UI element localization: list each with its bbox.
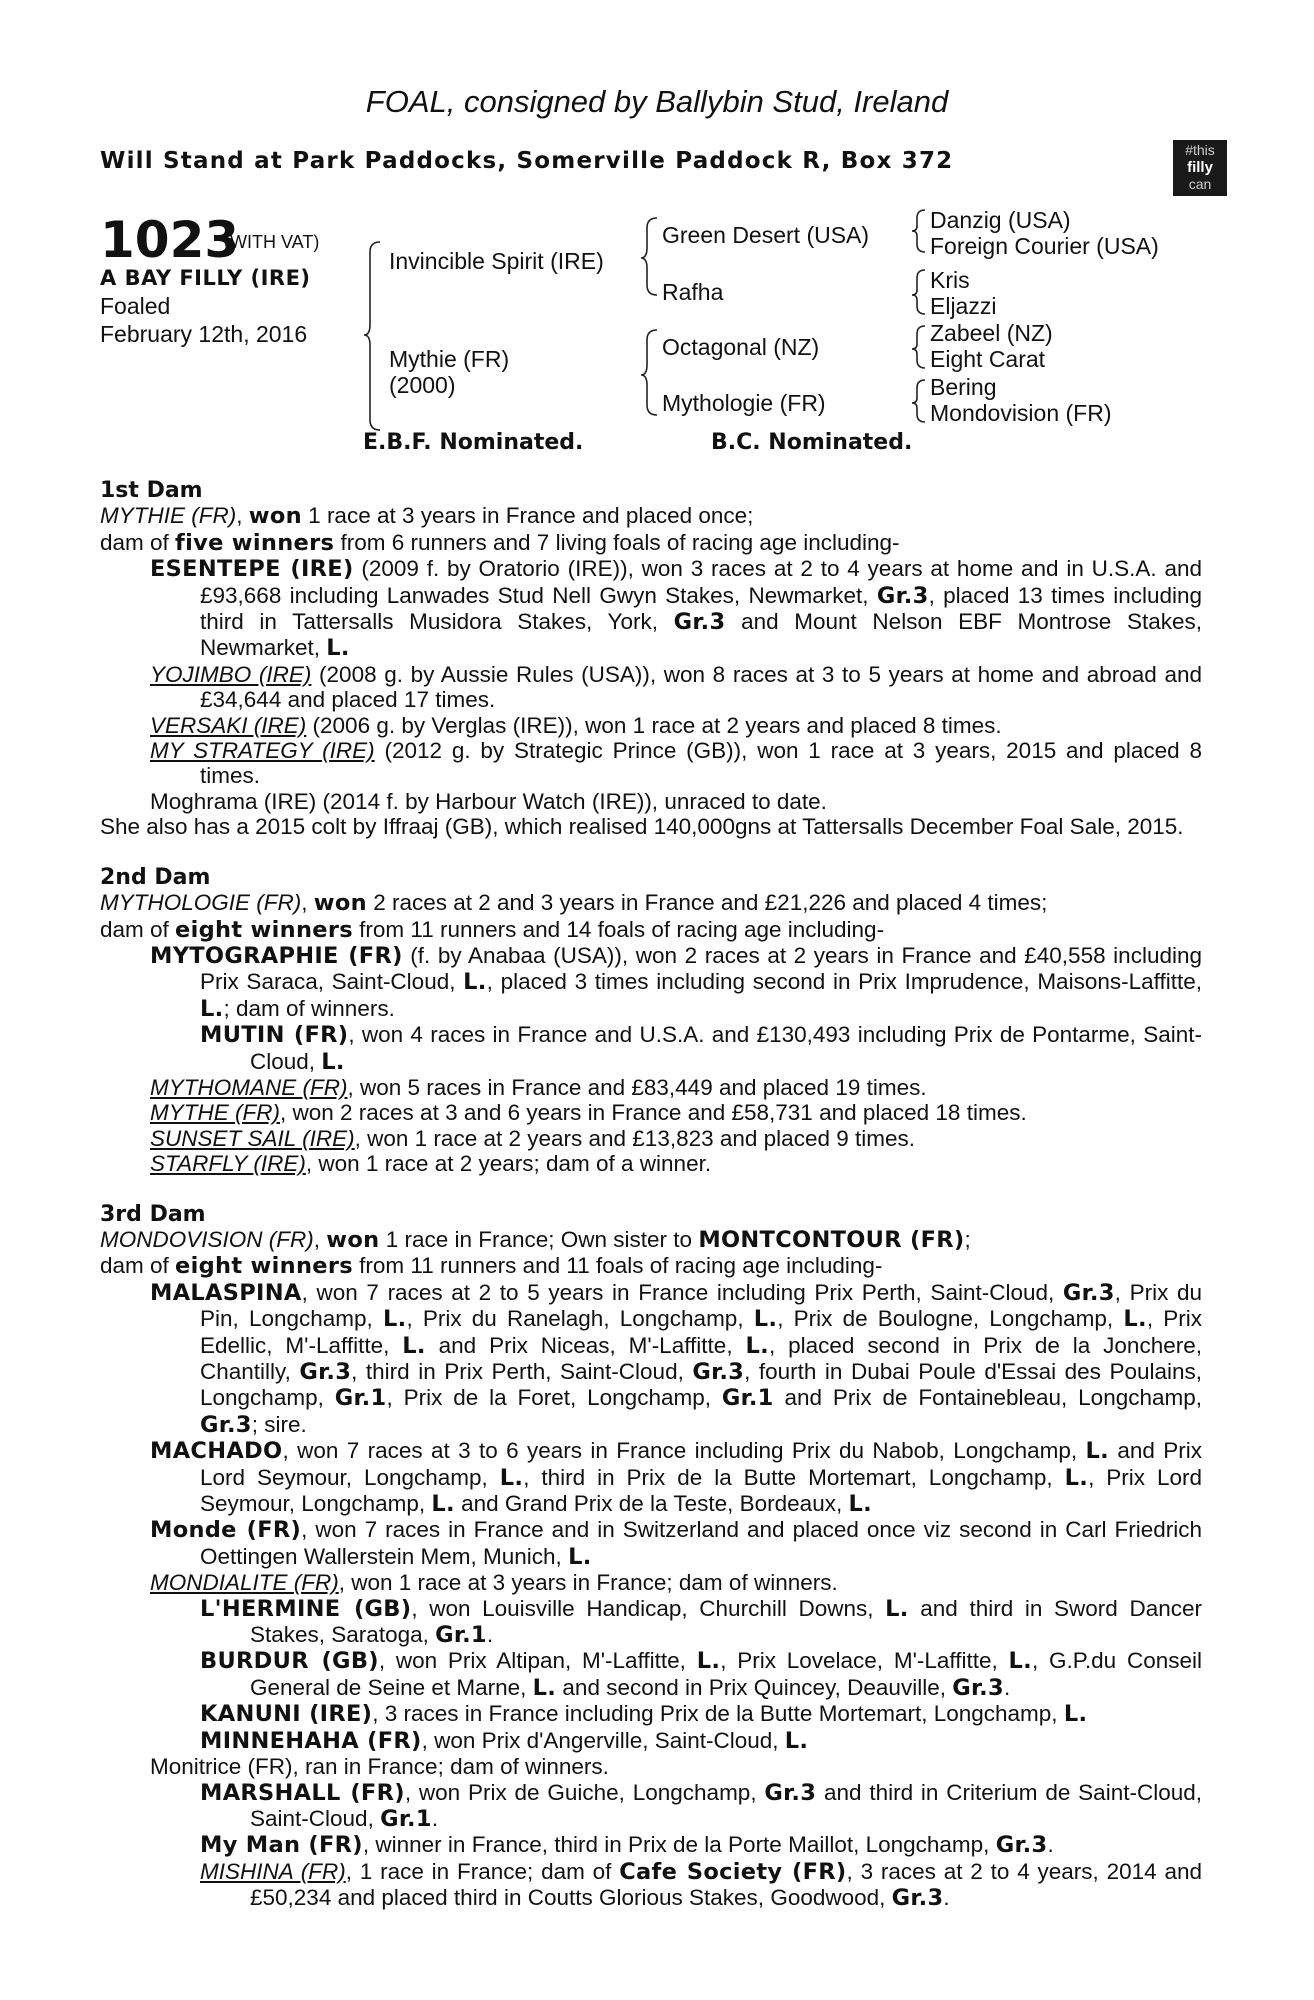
- dam3-produce-summary: dam of eight winners from 11 runners and 11 foals of racing age including-: [100, 1253, 883, 1280]
- dam1-produce-summary: dam of five winners from 6 runners and 7 living foals of racing age including-: [100, 529, 900, 556]
- list-item: BURDUR (GB), won Prix Altipan, M'-Laffitte, L., Prix Lovelace, M'-Laffitte, L., G.P.du Conseil General de Seine et Marne, L. and second in Prix Quincey, Deauville, Gr.3.: [200, 1648, 1202, 1701]
- ped-dam-sire: Octagonal (NZ): [662, 334, 820, 360]
- list-item: L'HERMINE (GB), won Louisville Handicap, Churchill Downs, L. and third in Sword Dancer Stakes, Saratoga, Gr.1.: [200, 1595, 1202, 1649]
- ped-g7: Bering: [930, 374, 997, 400]
- ped-g4: Eljazzi: [930, 293, 997, 319]
- list-item: My Man (FR), winner in France, third in Prix de la Porte Maillot, Longchamp, Gr.3.: [200, 1832, 1054, 1859]
- ped-g5: Zabeel (NZ): [930, 320, 1053, 346]
- list-item: STARFLY (IRE), won 1 race at 2 years; dam of a winner.: [150, 1151, 712, 1177]
- dam1-record: MYTHIE (FR), won 1 race at 3 years in France and placed once;: [100, 503, 754, 530]
- ped-g2: Foreign Courier (USA): [930, 233, 1159, 259]
- bracket-g1: [912, 210, 925, 252]
- list-item: KANUNI (IRE), 3 races in France including Prix de la Butte Mortemart, Longchamp, L.: [200, 1701, 1088, 1728]
- foaled-date: February 12th, 2016: [100, 321, 308, 347]
- list-item: MACHADO, won 7 races at 3 to 6 years in France including Prix du Nabob, Longchamp, L. and Prix Lord Seymour, Longchamp, L., third in Prix de la Butte Mortemart, Longchamp, L., Prix Lord Seymour, Longchamp, L. and Grand Prix de la Teste, Bordeaux, L.: [150, 1438, 1202, 1518]
- logo-line-2: filly: [1187, 159, 1213, 176]
- list-item: MYTOGRAPHIE (FR) (f. by Anabaa (USA)), won 2 races at 2 years in France and £40,558 including Prix Saraca, Saint-Cloud, L., placed 3 times including second in Prix Imprudence, Maisons-Laffitte, L.; dam of winners.: [150, 942, 1202, 1022]
- bracket-main: [364, 242, 380, 430]
- logo-line-3: can: [1188, 176, 1212, 192]
- dam1-name: MYTHIE (FR): [100, 503, 237, 529]
- ped-sire-dam: Rafha: [662, 279, 724, 305]
- lot-number: 1023: [100, 211, 240, 269]
- list-item: VERSAKI (IRE) (2006 g. by Verglas (IRE)), won 1 race at 2 years and placed 8 times.: [150, 712, 1002, 738]
- bracket-dam: [641, 330, 657, 415]
- list-item: MALASPINA, won 7 races at 2 to 5 years in France including Prix Perth, Saint-Cloud, Gr.3, Prix du Pin, Longchamp, L., Prix du Ranelagh, Longchamp, L., Prix de Boulogne, Longchamp, L., Prix Edellic, M'-Laffitte, L. and Prix Niceas, M'-Laffitte, L., placed second in Prix de la Jonchere, Chantilly, Gr.3, third in Prix Perth, Saint-Cloud, Gr.3, fourth in Dubai Poule d'Essai des Poulains, Longchamp, Gr.1, Prix de la Foret, Longchamp, Gr.1 and Prix de Fontainebleau, Longchamp, Gr.3; sire.: [150, 1279, 1203, 1438]
- dam3-record: MONDOVISION (FR), won 1 race in France; Own sister to MONTCONTOUR (FR);: [100, 1226, 971, 1253]
- logo-line-1: #this: [1185, 142, 1215, 158]
- ped-dam-dam: Mythologie (FR): [662, 390, 826, 416]
- foaled-label: Foaled: [100, 293, 171, 319]
- bracket-sire: [641, 218, 657, 295]
- foaled-info: [100, 292, 307, 348]
- list-item: MY STRATEGY (IRE) (2012 g. by Strategic Prince (GB)), won 1 race at 3 years, 2015 and placed 8 times.: [150, 738, 1203, 789]
- list-item: MARSHALL (FR), won Prix de Guiche, Longchamp, Gr.3 and third in Criterium de Saint-Cloud, Saint-Cloud, Gr.1.: [200, 1779, 1202, 1832]
- list-item: ESENTEPE (IRE) (2009 f. by Oratorio (IRE)), won 3 races at 2 to 4 years at home and in U.S.A. and £93,668 including Lanwades Stud Nell Gwyn Stakes, Newmarket, Gr.3, placed 13 times including third in Tattersalls Musidora Stakes, York, Gr.3 and Mount Nelson EBF Montrose Stakes, Newmarket, L.: [150, 556, 1203, 662]
- list-item: MINNEHAHA (FR), won Prix d'Angerville, Saint-Cloud, L.: [200, 1727, 809, 1754]
- dam2-produce-summary: dam of eight winners from 11 runners and 14 foals of racing age including-: [100, 916, 885, 943]
- ped-dam-year: (2000): [389, 372, 456, 398]
- list-item: MONDIALITE (FR), won 1 race at 3 years in France; dam of winners.: [150, 1570, 838, 1596]
- bracket-g2: [912, 270, 925, 314]
- consignor-title: FOAL, consigned by Ballybin Stud, Ireland: [365, 84, 949, 119]
- list-item: SUNSET SAIL (IRE), won 1 race at 2 years and £13,823 and placed 9 times.: [150, 1125, 915, 1151]
- list-item: Monde (FR), won 7 races in France and in Switzerland and placed once viz second in Carl Friedrich Oettingen Wallerstein Mem, Munich, L.: [150, 1517, 1202, 1570]
- this-filly-can-logo: [1173, 140, 1227, 196]
- stand-location: Will Stand at Park Paddocks, Somerville Paddock R, Box 372: [100, 148, 954, 174]
- bracket-g3: [912, 326, 925, 368]
- list-item: MYTHE (FR), won 2 races at 3 and 6 years in France and £58,731 and placed 18 times.: [150, 1100, 1027, 1126]
- ped-g6: Eight Carat: [930, 346, 1046, 372]
- ped-sire-sire: Green Desert (USA): [662, 222, 870, 248]
- list-item: Monitrice (FR), ran in France; dam of winners.: [150, 1754, 609, 1780]
- ped-g3: Kris: [930, 267, 970, 293]
- dam2-record: MYTHOLOGIE (FR), won 2 races at 2 and 3 years in France and £21,226 and placed 4 times;: [100, 890, 1048, 917]
- dam1-also-note: She also has a 2015 colt by Iffraaj (GB), which realised 140,000gns at Tattersalls December Foal Sale, 2015.: [100, 814, 1184, 840]
- bc-nominated: B.C. Nominated.: [711, 430, 913, 455]
- list-item: Moghrama (IRE) (2014 f. by Harbour Watch (IRE)), unraced to date.: [150, 788, 827, 814]
- ped-sire: Invincible Spirit (IRE): [389, 248, 604, 274]
- list-item: YOJIMBO (IRE) (2008 g. by Aussie Rules (USA)), won 8 races at 3 to 5 years at home and abroad and £34,644 and placed 17 times.: [150, 661, 1202, 713]
- bracket-g4: [912, 380, 925, 422]
- lot-name: A BAY FILLY (IRE): [100, 266, 311, 290]
- section-heading-3rd-dam: 3rd Dam: [100, 1201, 206, 1227]
- lot-vat: (WITH VAT): [224, 232, 320, 252]
- section-heading-2nd-dam: 2nd Dam: [100, 864, 211, 890]
- list-item: MYTHOMANE (FR), won 5 races in France and £83,449 and placed 19 times.: [150, 1074, 927, 1100]
- list-item: MISHINA (FR), 1 race in France; dam of Cafe Society (FR), 3 races at 2 to 4 years, 2014 and £50,234 and placed third in Coutts Glorious Stakes, Goodwood, Gr.3.: [200, 1858, 1202, 1912]
- ped-g8: Mondovision (FR): [930, 400, 1112, 426]
- ped-g1: Danzig (USA): [930, 207, 1071, 233]
- catalogue-content: [100, 478, 1202, 1912]
- ped-dam: Mythie (FR): [389, 346, 510, 372]
- ebf-nominated: E.B.F. Nominated.: [363, 430, 584, 455]
- section-heading-1st-dam: 1st Dam: [100, 478, 203, 503]
- list-item: MUTIN (FR), won 4 races in France and U.S.A. and £130,493 including Prix de Pontarme, Saint-Cloud, L.: [200, 1022, 1202, 1075]
